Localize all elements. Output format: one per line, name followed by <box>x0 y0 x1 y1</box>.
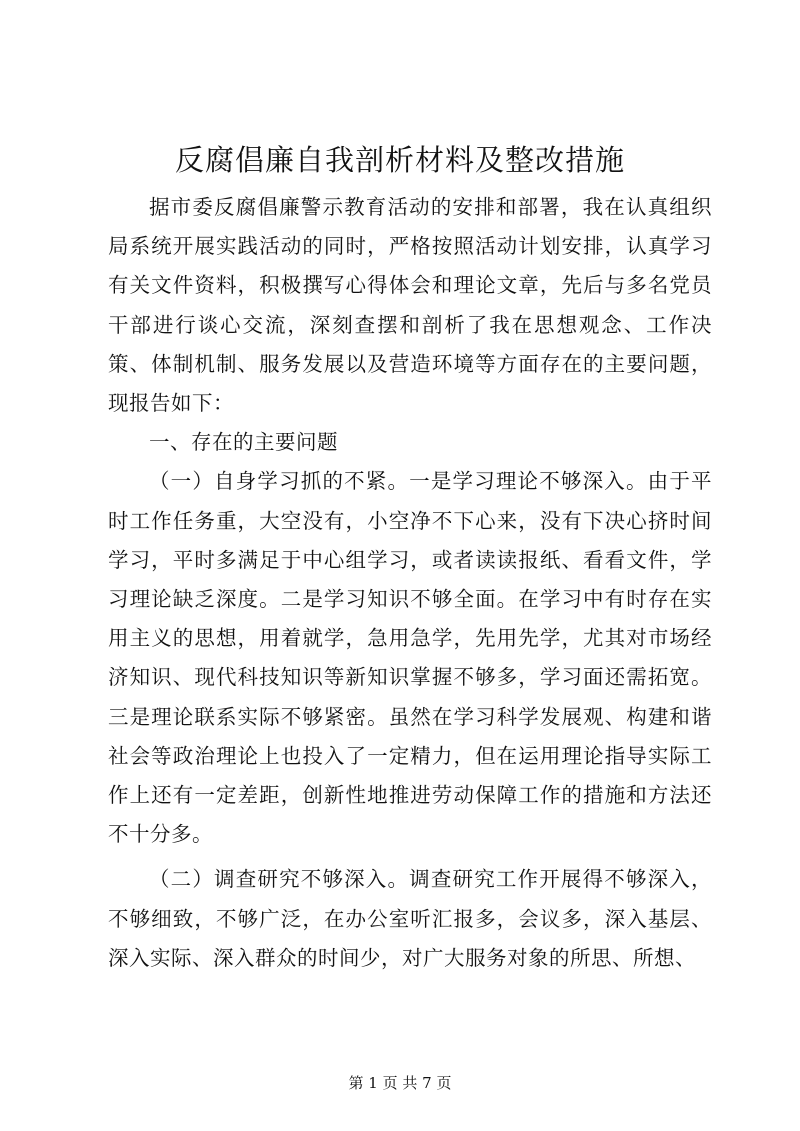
page-number: 第 1 页 共 7 页 <box>348 1074 452 1092</box>
intro-paragraph: 据市委反腐倡廉警示教育活动的安排和部署，我在认真组织局系统开展实践活动的同时，严格按照活动计划安排，认真学习有关文件资料，积极撰写心得体会和理论文章，先后与多名党员干部进行谈心交流，深刻查摆和剖析了我在思想观念、工作决策、体制机制、服务发展以及营造环境等方面存在的主要问题，现报告如下： <box>108 195 712 416</box>
document-title: 反腐倡廉自我剖析材料及整改措施 <box>174 143 625 177</box>
section-heading: 一、存在的主要问题 <box>149 430 338 455</box>
body-paragraph: （二）调查研究不够深入。调查研究工作开展得不够深入，不够细致，不够广泛，在办公室听汇报多，会议多，深入基层、深入实际、深入群众的时间少，对广大服务对象的所思、所想、 <box>108 867 712 970</box>
body-paragraph: （一）自身学习抓的不紧。一是学习理论不够深入。由于平时工作任务重，大空没有，小空净不下心来，没有下决心挤时间学习，平时多满足于中心组学习，或者读读报纸、看看文件，学习理论缺乏深度。二是学习知识不够全面。在学习中有时存在实用主义的思想，用着就学，急用急学，先用先学，尤其对市场经济知识、现代科技知识等新知识掌握不够多，学习面还需拓宽。三是理论联系实际不够紧密。虽然在学习科学发展观、构建和谐社会等政治理论上也投入了一定精力，但在运用理论指导实际工作上还有一定差距，创新性地推进劳动保障工作的措施和方法还不十分多。 <box>108 469 712 847</box>
document-body <box>108 188 712 978</box>
